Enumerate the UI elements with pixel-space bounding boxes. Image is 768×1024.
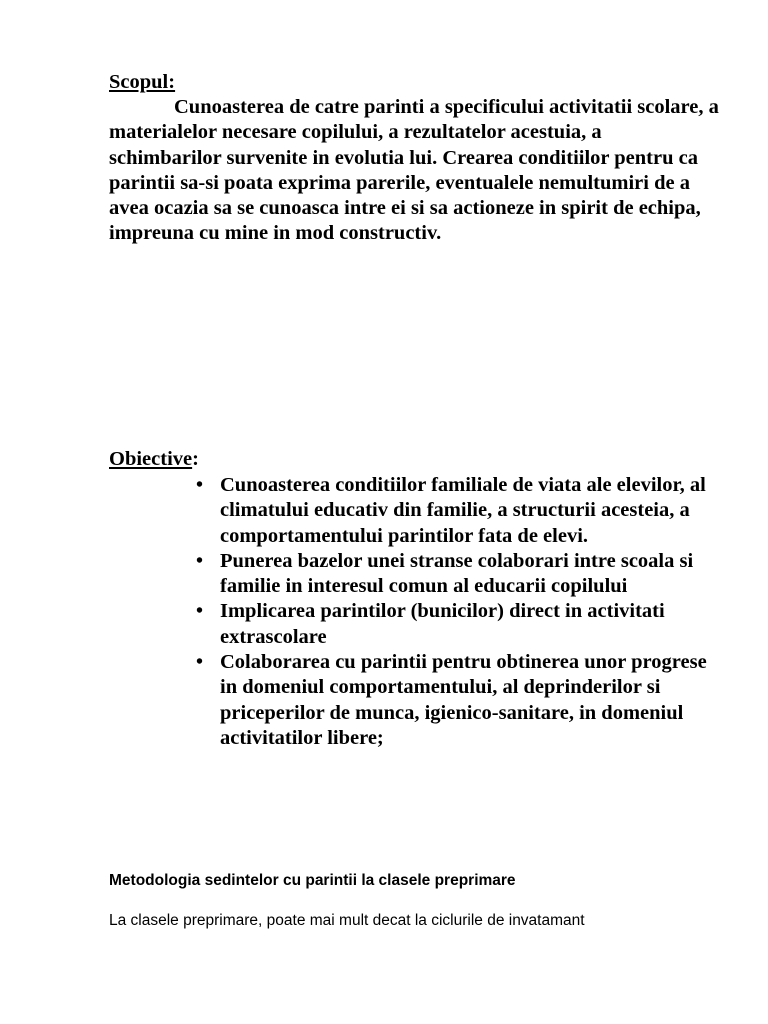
- bullet-icon: •: [196, 474, 204, 496]
- list-item: [196, 599, 716, 650]
- bullet-icon: •: [196, 600, 204, 623]
- obiective-heading-label: Obiective: [109, 448, 193, 470]
- list-item-text: Implicarea parintilor (bunicilor) direct in activitati extrascolare: [220, 600, 665, 648]
- list-item-text: Cunoasterea conditiilor familiale de viata ale elevilor, al climatului educativ din familie, a structurii acesteia, a comportamentului parintilor fata de elevi.: [220, 474, 706, 547]
- scopul-heading: Scopul:: [109, 71, 176, 93]
- list-item: [196, 650, 716, 751]
- metodologia-title: Metodologia sedintelor cu parintii la clasele preprimare: [109, 872, 516, 889]
- bullet-icon: •: [196, 549, 204, 572]
- obiective-list: [196, 473, 716, 751]
- list-item-text: Punerea bazelor unei stranse colaborari intre scoala si familie in interesul comun al educarii copilului: [220, 549, 694, 598]
- obiective-heading: [109, 447, 199, 472]
- list-item-text: Colaborarea cu parintii pentru obtinerea unor progrese in domeniul comportamentului, al deprinderilor si priceperilor de munca, igienico-sanitare, in domeniul activitatilor libere;: [220, 651, 707, 749]
- obiective-heading-colon: :: [192, 448, 199, 470]
- list-item: [196, 549, 716, 600]
- list-item: [196, 473, 716, 549]
- scopul-paragraph: Cunoasterea de catre parinti a specificului activitatii scolare, a materialelor necesare copilului, a rezultatelor acestuia, a schimbarilor survenite in evolutia lui. Crearea conditiilor pentru ca parintii sa-si poata exprima parerile, eventualele nemultumiri de a avea ocazia sa se cunoasca intre ei si sa actioneze in spirit de echipa, impreuna cu mine in mod constructiv.: [109, 96, 719, 245]
- bullet-icon: •: [196, 651, 204, 674]
- metodologia-text: La clasele preprimare, poate mai mult decat la ciclurile de invatamant: [109, 912, 585, 929]
